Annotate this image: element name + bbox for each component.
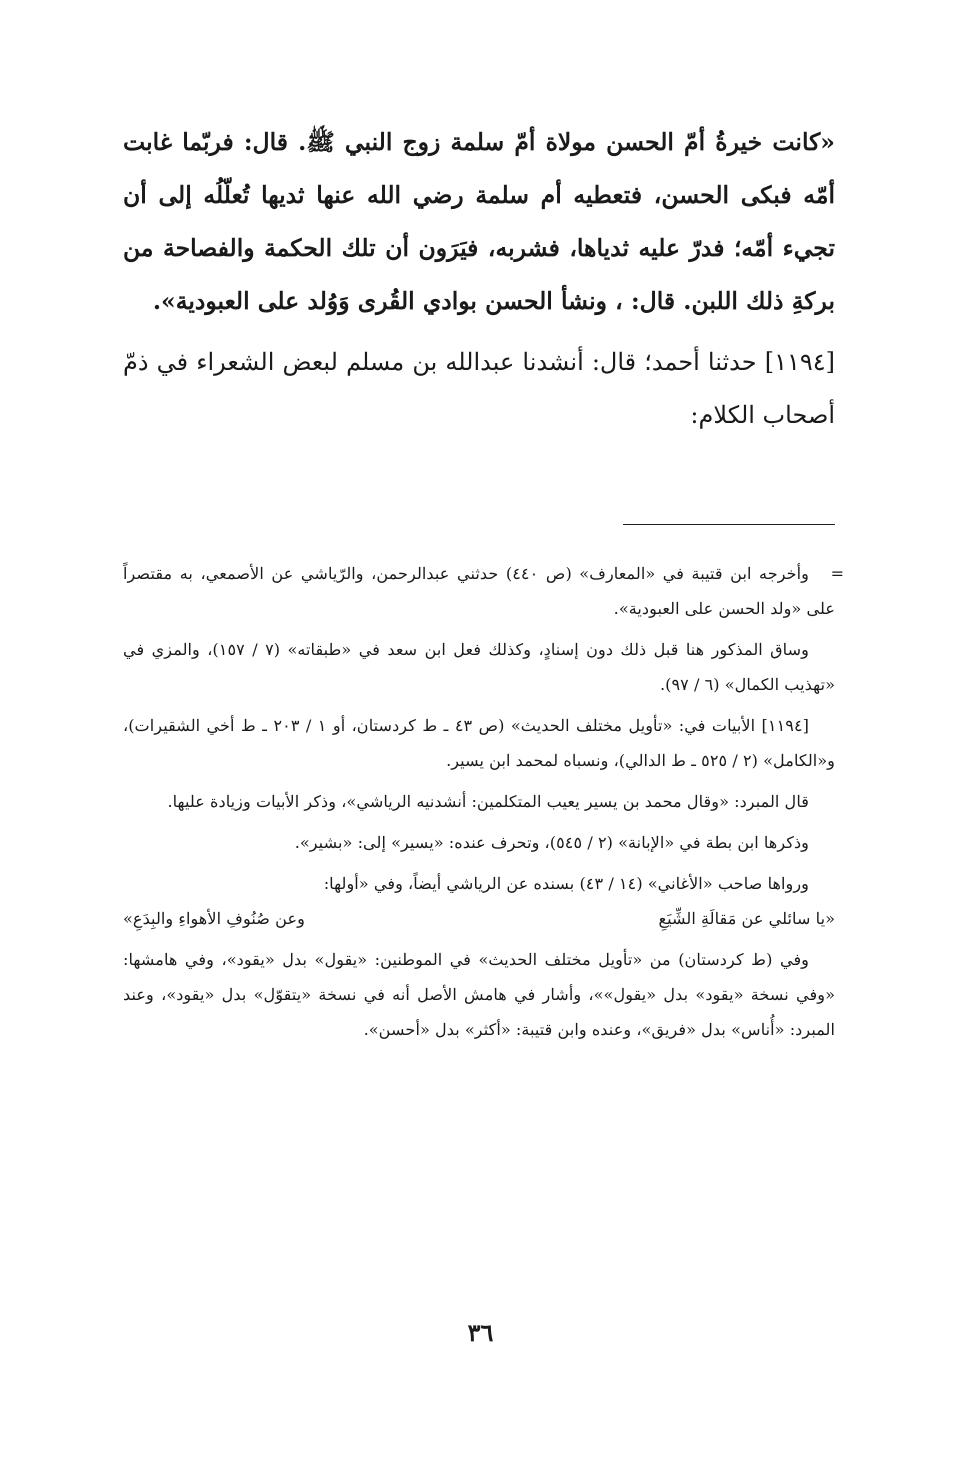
- footnote-paragraph: [١١٩٤] الأبيات في: «تأويل مختلف الحديث» (ص ٤٣ ـ ط كردستان، أو ١ / ٢٠٣ ـ ط أخي الشقيرات)، و«الكامل» (٢ / ٥٢٥ ـ ط الدالي)، ونسباه لمحمد ابن يسير.: [123, 716, 835, 770]
- footnotes: [123, 556, 844, 1053]
- verse-second-hemistich: وعن صُنُوفِ الأهواءِ والبِدَعِ»: [123, 909, 305, 928]
- numbered-paragraph: [١١٩٤] حدثنا أحمد؛ قال: أنشدنا عبدالله بن مسلم لبعض الشعراء في ذمّ أصحاب الكلام:: [123, 348, 835, 429]
- footnote-paragraph: وفي (ط كردستان) من «تأويل مختلف الحديث» في الموطنين: «يقول» بدل «يقود»، وفي هامشها: «وفي نسخة «يقود» بدل «يقول»»، وأشار في هامش الأصل أنه في نسخة «يتقوّل» بدل «يقود»، وعند المبرد: «أُناس» بدل «فريق»، وعنده وابن قتيبة: «أكثر» بدل «أحسن».: [123, 950, 835, 1039]
- footnote-paragraph: قال المبرد: «وقال محمد بن يسير يعيب المتكلمين: أنشدنيه الرياشي»، وذكر الأبيات وزيادة عليها.: [167, 792, 809, 811]
- footnote-separator: [623, 524, 835, 525]
- page-number: ٣٦: [467, 1318, 494, 1347]
- footnote-paragraph: وذكرها ابن بطة في «الإبانة» (٢ / ٥٤٥)، وتحرف عنده: «يسير» إلى: «بشير».: [294, 833, 809, 852]
- verse-first-hemistich: «يا سائلي عن مَقالَةِ الشِّيَعِ: [658, 909, 835, 928]
- footnote-paragraph: وساق المذكور هنا قبل ذلك دون إسنادٍ، وكذلك فعل ابن سعد في «طبقاته» (٧ / ١٥٧)، والمزي في «تهذيب الكمال» (٦ / ٩٧).: [123, 640, 835, 694]
- main-text: [123, 116, 835, 442]
- footnote-paragraph: ورواها صاحب «الأغاني» (١٤ / ٤٣) بسنده عن الرياشي أيضاً، وفي «أولها:: [323, 874, 809, 893]
- narration-quote: «كانت خيرةُ أمّ الحسن مولاة أمّ سلمة زوج النبي ﷺ. قال: فربّما غابت أمّه فبكى الحسن، فتعطيه أم سلمة رضي الله عنها ثديها تُعلّلُه إلى أن تجيء أمّه؛ فدرّ عليه ثدياها، فشربه، فيَرَون أن تلك الحكمة والفصاحة من بركةِ ذلك اللبن. قال: ، ونشأ الحسن بوادي القُرى وَوُلد على العبودية».: [123, 128, 835, 315]
- continuation-mark: =: [830, 564, 844, 583]
- poem-verse: [123, 901, 835, 936]
- footnote-paragraph: وأخرجه ابن قتيبة في «المعارف» (ص ٤٤٠) حدثني عبدالرحمن، والرّياشي عن الأصمعي، به مقتصراً على «ولد الحسن على العبودية».: [123, 564, 835, 618]
